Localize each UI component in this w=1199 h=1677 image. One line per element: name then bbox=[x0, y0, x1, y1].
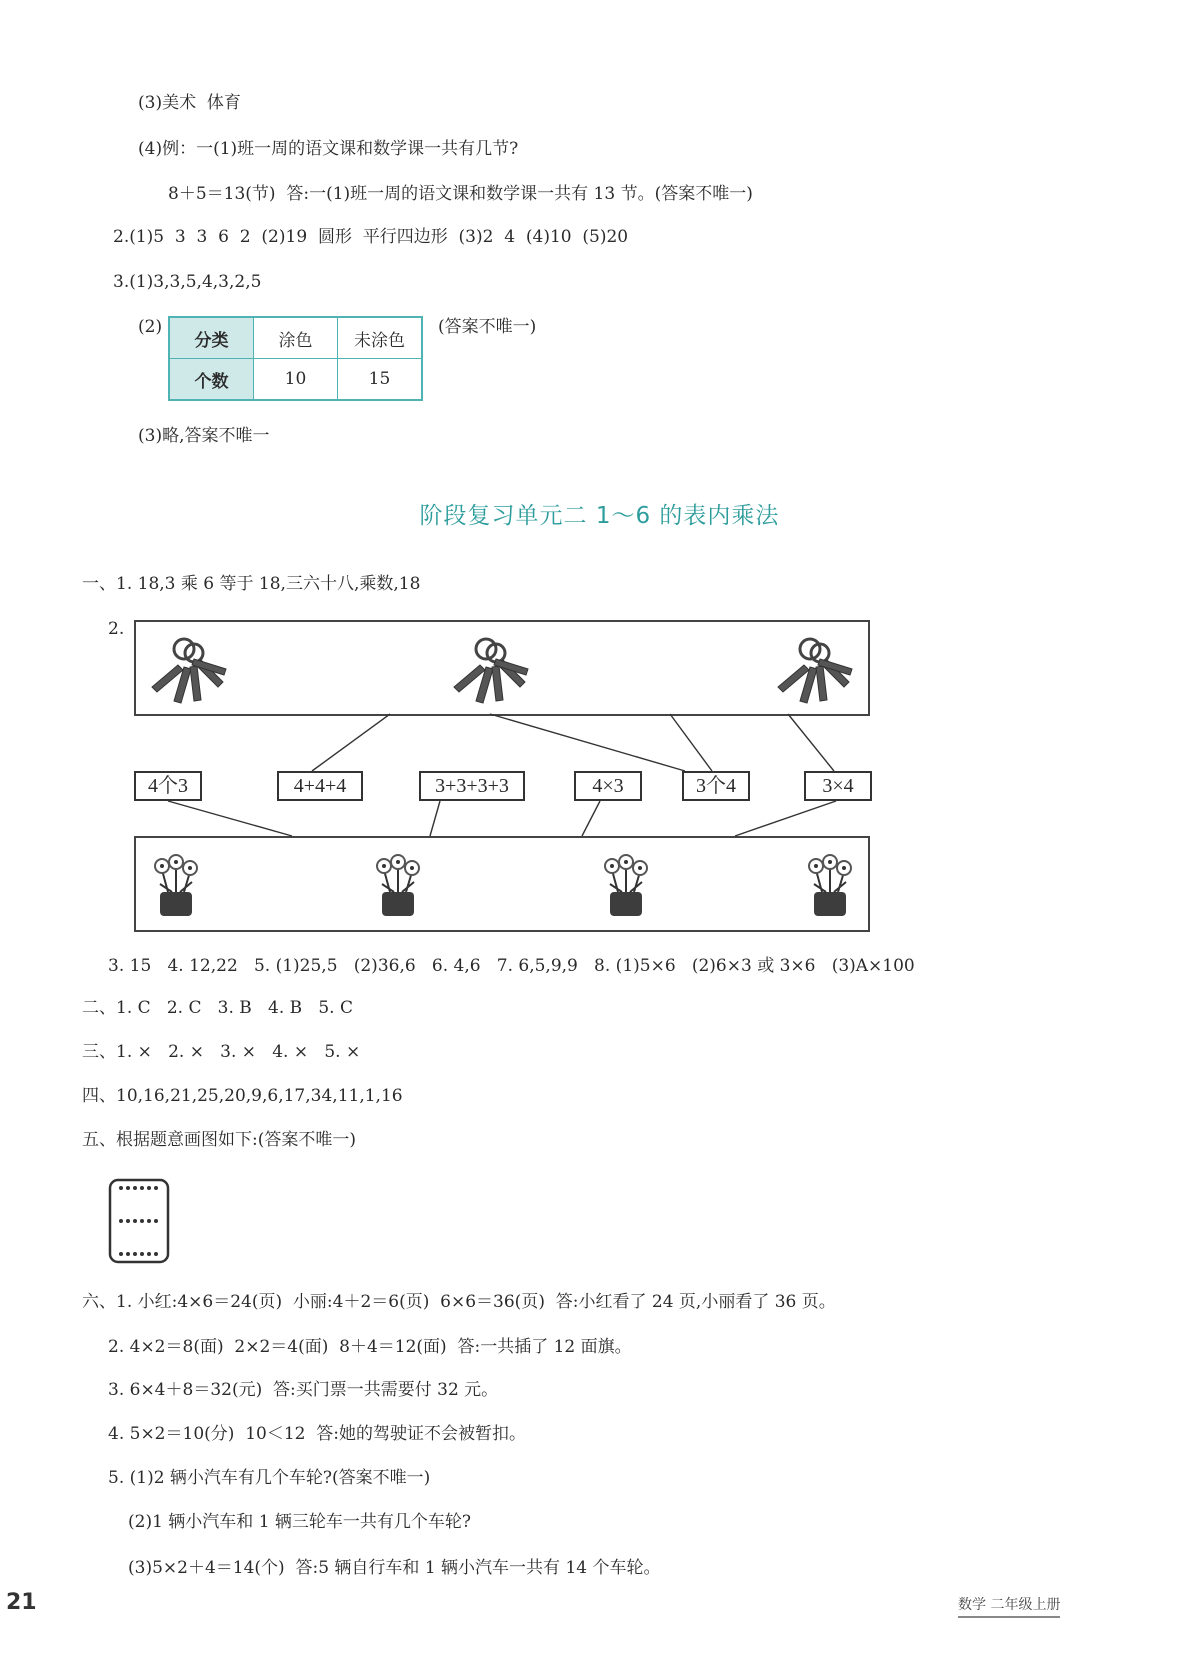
table-cell: 15 bbox=[338, 359, 423, 401]
answer-line: (4)例：一(1)班一周的语文课和数学课一共有几节? bbox=[138, 139, 519, 159]
answer-line: 四、10,16,21,25,20,9,6,17,34,11,1,16 bbox=[82, 1086, 403, 1106]
answer-line: (3)略,答案不唯一 bbox=[138, 426, 270, 446]
section-title: 阶段复习单元二 1～6 的表内乘法 bbox=[419, 503, 780, 529]
answer-line: (3)5×2＋4＝14(个) 答:5 辆自行车和 1 辆小汽车一共有 14 个车轮。 bbox=[128, 1558, 661, 1578]
table-row-label: 个数 bbox=[169, 359, 254, 401]
dot-grid bbox=[119, 1186, 158, 1256]
page-number: 21 bbox=[6, 1590, 37, 1615]
expression-box: 4+4+4 bbox=[277, 771, 363, 801]
expression-box: 4×3 bbox=[574, 771, 642, 801]
expression-box: 3×4 bbox=[804, 771, 872, 801]
answer-line: 三、1. × 2. × 3. × 4. × 5. × bbox=[82, 1042, 361, 1062]
answer-line: 2.(1)5 3 3 6 2 (2)19 圆形 平行四边形 (3)2 4 (4)10 (5)20 bbox=[113, 227, 629, 247]
answer-line: 5. (1)2 辆小汽车有几个车轮?(答案不唯一) bbox=[108, 1468, 431, 1488]
answer-line: 3. 15 4. 12,22 5. (1)25,5 (2)36,6 6. 4,6 7. 6,5,9,9 8. (1)5×6 (2)6×3 或 3×6 (3)A×100 bbox=[108, 956, 915, 976]
table-header: 涂色 bbox=[254, 317, 338, 359]
answer-line: (3)美术 体育 bbox=[138, 93, 241, 113]
answer-line: 2. 4×2＝8(面) 2×2＝4(面) 8＋4＝12(面) 答:一共插了 12 面旗。 bbox=[108, 1337, 632, 1357]
answer-line: 一、1. 18,3 乘 6 等于 18,三六十八,乘数,18 bbox=[82, 574, 421, 594]
answer-line: (答案不唯一) bbox=[438, 317, 537, 337]
answer-line: 8＋5＝13(节) 答:一(1)班一周的语文课和数学课一共有 13 节。(答案不唯一) bbox=[168, 184, 753, 204]
answer-line: (2)1 辆小汽车和 1 辆三轮车一共有几个车轮? bbox=[128, 1512, 472, 1532]
expression-box: 3个4 bbox=[682, 771, 750, 801]
answer-line: 六、1. 小红:4×6＝24(页) 小丽:4＋2＝6(页) 6×6＝36(页) 答:小红看了 24 页,小丽看了 36 页。 bbox=[82, 1292, 836, 1312]
table-header: 未涂色 bbox=[338, 317, 423, 359]
expression-box: 3+3+3+3 bbox=[419, 771, 525, 801]
table-header: 分类 bbox=[169, 317, 254, 359]
dot-frame bbox=[110, 1180, 168, 1262]
answer-line: 2. bbox=[108, 619, 125, 639]
answer-line: (2) bbox=[138, 317, 163, 337]
expression-box: 4个3 bbox=[134, 771, 202, 801]
answer-line: 3. 6×4＋8＝32(元) 答:买门票一共需要付 32 元。 bbox=[108, 1380, 499, 1400]
answer-line: 3.(1)3,3,5,4,3,2,5 bbox=[113, 272, 262, 292]
table-cell: 10 bbox=[254, 359, 338, 401]
answer-line: 4. 5×2＝10(分) 10＜12 答:她的驾驶证不会被暂扣。 bbox=[108, 1424, 527, 1444]
footer-subject: 数学 二年级上册 bbox=[958, 1594, 1060, 1618]
answer-line: 五、根据题意画图如下:(答案不唯一) bbox=[82, 1130, 356, 1150]
answer-line: 二、1. C 2. C 3. B 4. B 5. C bbox=[82, 998, 353, 1018]
